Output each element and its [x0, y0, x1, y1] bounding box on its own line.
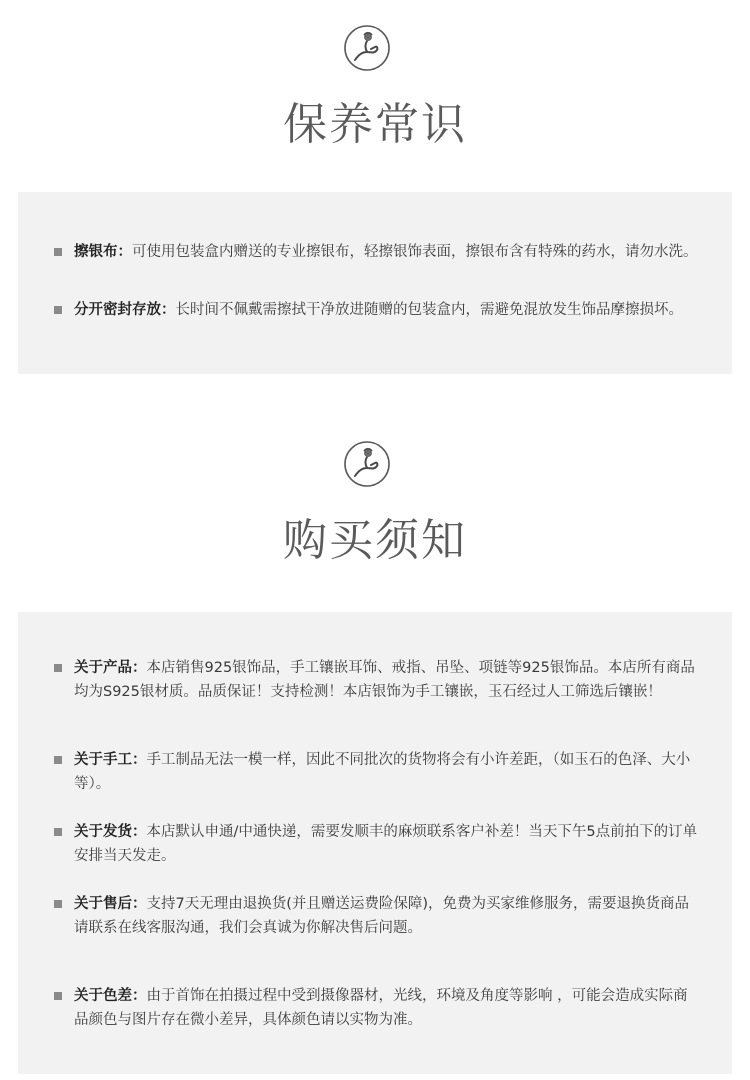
item-text: 由于首饰在拍摄过程中受到摄像器材，光线，环境及角度等影响 ，可能会造成实际商品颜色与图片存在微小差异，具体颜色请以实物为准。 — [74, 988, 688, 1028]
item-label: 关于手工： — [74, 752, 147, 768]
bullet-square — [54, 306, 62, 314]
item-text: 本店默认申通/中通快递，需要发顺丰的麻烦联系客户补差！当天下午5点前拍下的订单安排当天发走。 — [74, 824, 698, 864]
list-item — [54, 240, 698, 264]
item-label: 关于售后： — [74, 896, 147, 912]
care-heading: 保养常识 — [283, 99, 467, 150]
item-text: 支持7天无理由退换货(并且赠送运费险保障)，免费为买家维修服务，需要退换货商品请联系在线客服沟通，我们会真诚为你解决售后问题。 — [74, 896, 690, 936]
bullet-square — [54, 664, 62, 672]
bullet-square — [54, 828, 62, 836]
list-item — [54, 892, 698, 940]
list-item — [54, 748, 698, 796]
item-text: 长时间不佩戴需擦拭干净放进随赠的包装盒内，需避免混放发生饰品摩擦损坏。 — [175, 302, 683, 318]
list-item — [54, 820, 698, 868]
bullet-square — [54, 900, 62, 908]
item-label: 关于色差： — [74, 988, 147, 1004]
item-label: 关于发货： — [74, 824, 147, 840]
item-text: 本店销售925银饰品，手工镶嵌耳饰、戒指、吊坠、项链等925银饰品。本店所有商品均为S925银材质。品质保证！支持检测！本店银饰为手工镶嵌，玉石经过人工筛选后镶嵌！ — [74, 660, 695, 700]
item-text: 可使用包装盒内赠送的专业擦银布，轻擦银饰表面，擦银布含有特殊的药水，请勿水洗。 — [132, 244, 698, 260]
purchase-heading: 购买须知 — [283, 515, 467, 566]
item-text: 手工制品无法一模一样，因此不同批次的货物将会有小许差距，（如玉石的色泽、大小等）。 — [74, 752, 691, 792]
hand-holding-flower-icon — [343, 440, 391, 488]
item-label: 擦银布： — [74, 244, 132, 260]
bullet-square — [54, 248, 62, 256]
bullet-square — [54, 992, 62, 1000]
list-item — [54, 984, 698, 1032]
bullet-square — [54, 756, 62, 764]
purchase-panel — [18, 612, 732, 1074]
item-label: 关于产品： — [74, 660, 147, 676]
list-item — [54, 656, 698, 704]
item-label: 分开密封存放： — [74, 302, 176, 318]
care-panel — [18, 192, 732, 374]
list-item — [54, 298, 698, 322]
hand-holding-flower-icon — [343, 24, 391, 72]
